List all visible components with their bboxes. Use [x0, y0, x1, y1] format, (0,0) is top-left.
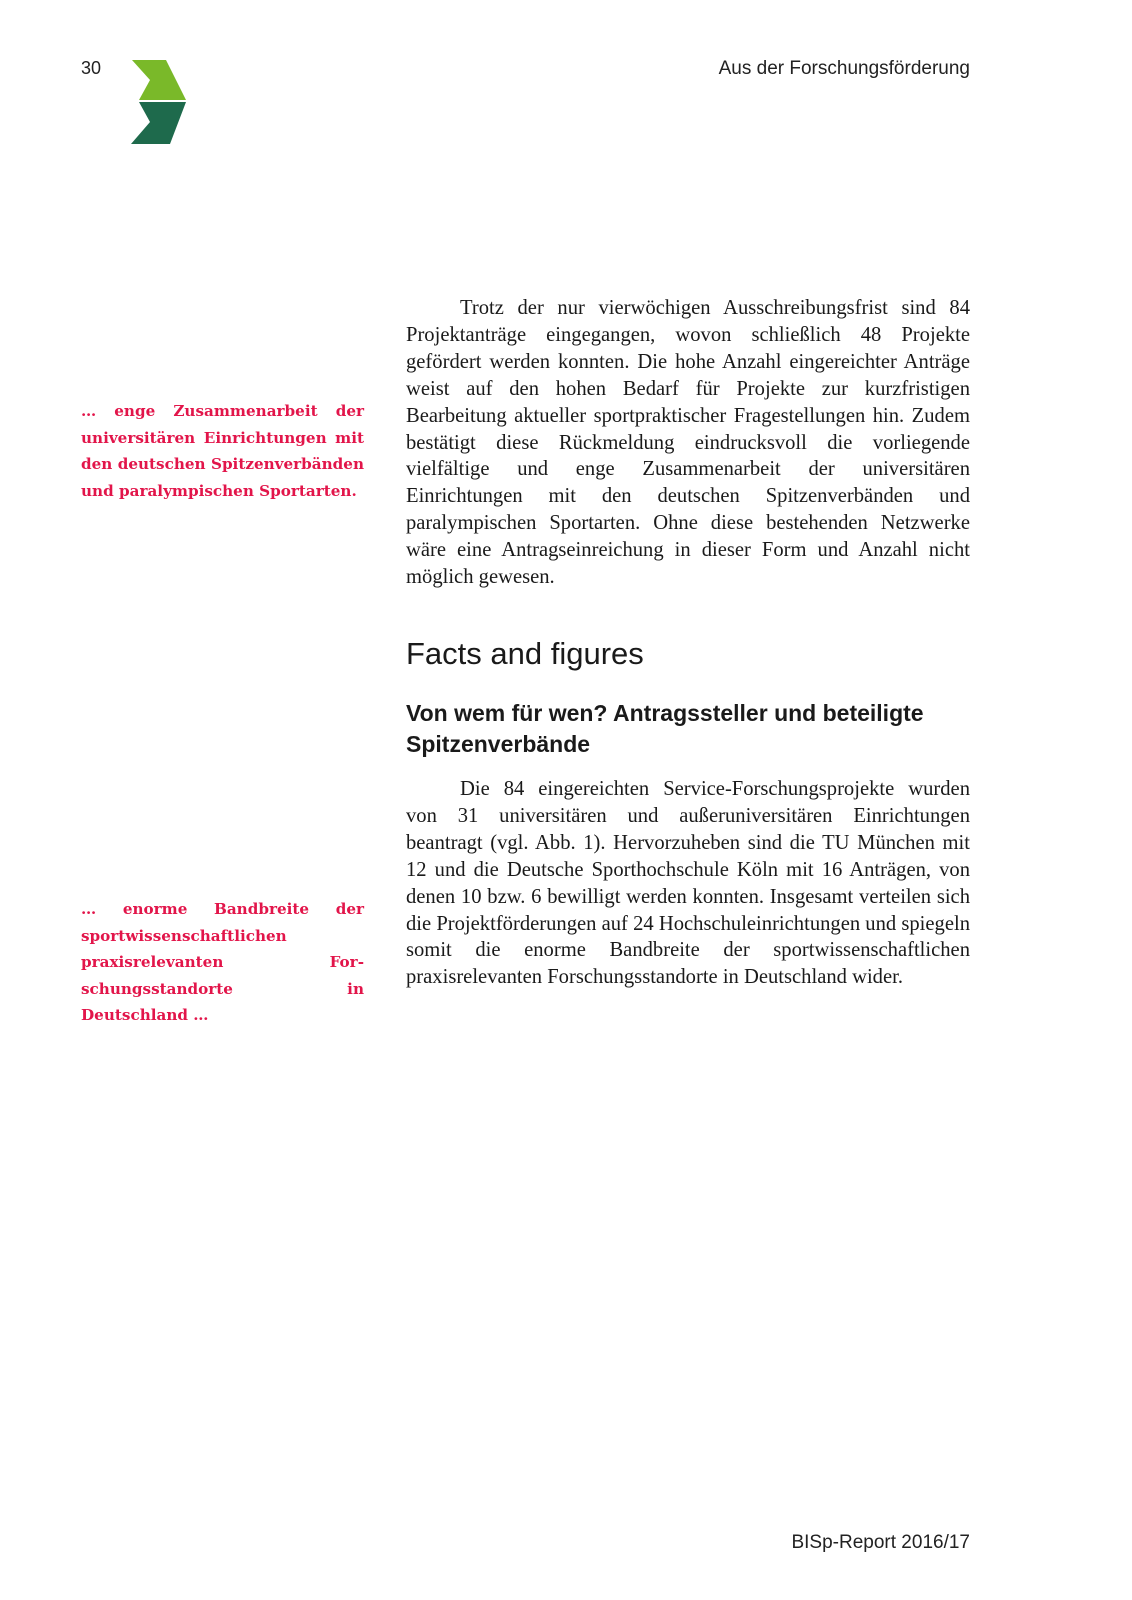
- body-paragraph: Die 84 eingereichten Service-Forschungsprojekte wurden von 31 universitären und außeruniversitären Einrichtungen beantragt (vgl. Abb. 1). Hervorzuheben sind die TU München mit 12 und die Deutsche Sporthochschule Köln mit 16 Anträgen, von denen 10 bzw. 6 bewilligt werden konnten. Insgesamt verteilen sich die Projektförderungen auf 24 Hochschuleinrichtungen und spiegeln somit die enorme Bandbreite der sportwissenschaftlichen praxisrelevanten Forschungsstandorte in Deutschland wider.: [406, 778, 970, 989]
- logo-upper-chevron: [132, 60, 186, 100]
- logo-lower-chevron: [131, 102, 186, 144]
- margin-quote-1: … enge Zusammenarbeit der universitären Einrichtungen mit den deutschen Spitzenverbänden und paralympischen Sportarten.: [81, 402, 364, 500]
- chevron-logo-icon: [130, 60, 188, 144]
- running-header: Aus der Forschungsförderung: [718, 58, 970, 79]
- page-number: 30: [81, 58, 102, 78]
- facts-section: [406, 776, 970, 991]
- body-paragraph: Trotz der nur vierwöchigen Ausschreibungsfrist sind 84 Projektanträge eingegangen, wovon schließlich 48 Projekte gefördert werden konnten. Die hohe Anzahl eingereichter Anträge weist auf den hohen Bedarf für Projekte zur kurzfristigen Bearbeitung aktueller sportpraktischer Fragestellungen hin. Zudem bestätigt diese Rückmeldung eindrucksvoll die vorliegende vielfältige und enge Zusammenarbeit der universitären Einrichtungen mit den deutschen Spitzenverbänden und paralympischen Sportarten. Ohne diese bestehenden Netzwerke wäre eine Antragseinreichung in dieser Form und Anzahl nicht möglich gewesen.: [406, 297, 970, 589]
- section-title: Facts and figures: [406, 636, 644, 671]
- sub-heading: Von wem für wen? Antragssteller und beteiligte Spitzenverbände: [406, 700, 924, 757]
- intro-section: [406, 295, 970, 591]
- margin-quote-2: … enorme Bandbreite der sportwissenschaftlichen praxisrelevanten Forschungsstandorte in Deutschland …: [81, 900, 364, 1025]
- footer-report-label: BISp-Report 2016/17: [791, 1532, 970, 1553]
